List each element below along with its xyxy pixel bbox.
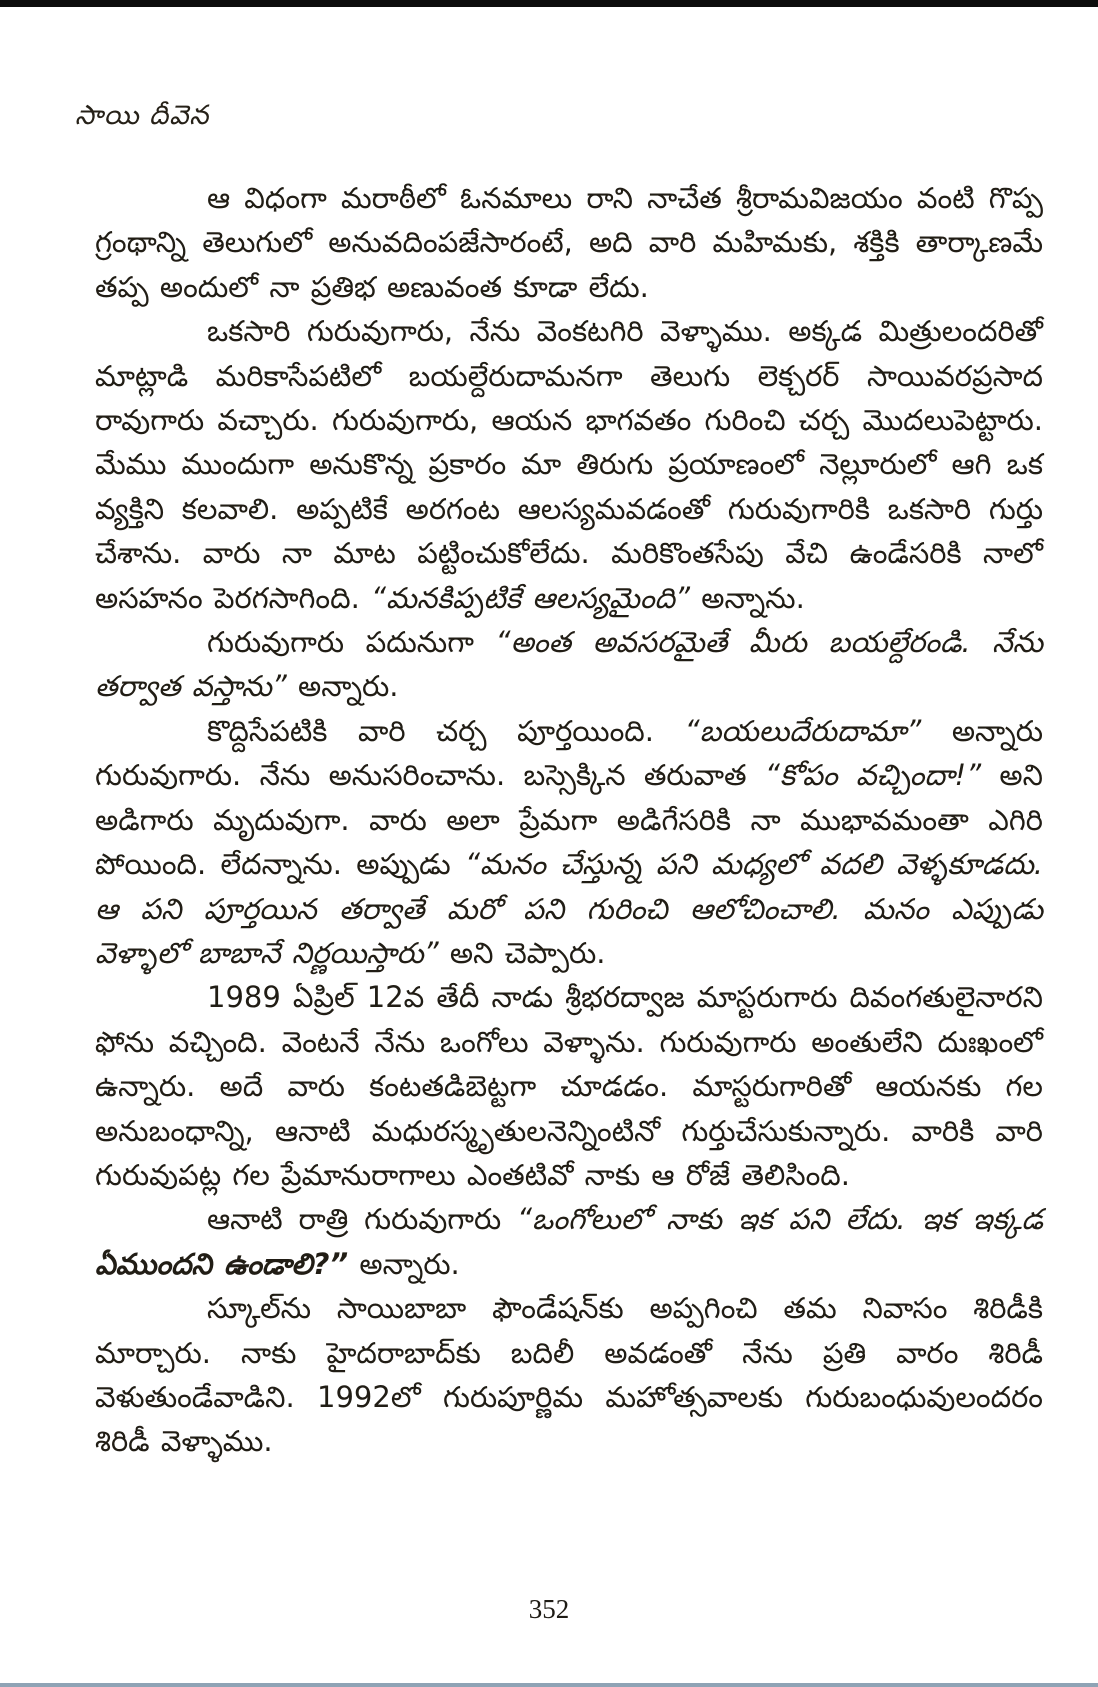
page-number: 352 <box>528 1594 570 1624</box>
text-run: ఆ విధంగా మరాఠీలో ఓనమాలు రాని నాచేత శ్రీరామవిజయం వంటి గొప్ప గ్రంథాన్ని తెలుగులో అనువదింపజేసారంటే, అది వారి మహిమకు, శక్తికి తార్కాణమే తప్ప అందులో నా ప్రతిభ అణువంత కూడా లేదు. <box>95 181 1043 304</box>
paragraph <box>95 620 1043 709</box>
running-header: సాయి దీవెన <box>75 100 210 131</box>
paragraph <box>95 1286 1043 1464</box>
text-run: 1989 ఏప్రిల్ 12వ తేదీ నాడు శ్రీభరద్వాజ మాస్టరుగారు దివంగతులైనారని ఫోను వచ్చింది. వెంటనే నేను ఒంగోలు వెళ్ళాను. గురువుగారు అంతులేని దుఃఖంలో ఉన్నారు. అదే వారు కంటతడిబెట్టగా చూడడం. మాస్టరుగారితో ఆయనకు గల అనుబంధాన్ని, ఆనాటి మధురస్మృతులనెన్నింటినో గుర్తుచేసుకున్నారు. వారికి వారి గురువుపట్ల గల ప్రేమానురాగాలు ఎంతటివో నాకు ఆ రోజే తెలిసింది. <box>95 980 1043 1192</box>
paragraph <box>95 709 1043 975</box>
scan-artifact-bottom <box>0 1683 1098 1687</box>
quoted-speech-run: “ఒంగోలులో నాకు ఇక పని లేదు. ఇక ఇక్కడ <box>517 1202 1043 1237</box>
quoted-speech-run: ఏముందని ఉండాలి?” <box>95 1246 349 1281</box>
text-run: అన్నారు. <box>286 669 399 704</box>
quoted-speech-run: “బయలుదేరుదామా” <box>684 713 922 748</box>
paragraph <box>95 309 1043 620</box>
text-run: కొద్దిసేపటికి వారి చర్చ పూర్తయింది. <box>207 713 685 748</box>
text-run: గురువుగారు పదునుగా <box>207 625 496 660</box>
text-run: అన్నాను. <box>690 580 805 615</box>
quoted-speech-run: “మనకిప్పటికే ఆలస్యమైంది” <box>371 580 691 615</box>
page-body <box>95 176 1043 1464</box>
text-run: అని అడిగారు మృదువుగా. వారు అలా ప్రేమగా అడిగేసరికి నా ముభావమంతా ఎగిరి పోయింది. లేదన్నాను. అప్పుడు <box>95 758 1043 882</box>
text-run: అన్నారు. <box>348 1246 460 1281</box>
paragraph <box>95 176 1043 309</box>
text-run: ఒకసారి గురువుగారు, నేను వెంకటగిరి వెళ్ళాము. అక్కడ మిత్రులందరితో మాట్లాడి మరికాసేపటిలో బయల్దేరుదామనగా తెలుగు లెక్చరర్ సాయివరప్రసాద రావుగారు వచ్చారు. గురువుగారు, ఆయన భాగవతం గురించి చర్చ మొదలుపెట్టారు. మేము ముందుగా అనుకొన్న ప్రకారం మా తిరుగు ప్రయాణంలో నెల్లూరులో ఆగి ఒక వ్యక్తిని కలవాలి. అప్పటికే అరగంట ఆలస్యమవడంతో గురువుగారికి ఒకసారి గుర్తు చేశాను. వారు నా మాట పట్టించుకోలేదు. మరికొంతసేపు వేచి ఉండేసరికి నాలో అసహనం పెరగసాగింది. <box>95 314 1044 615</box>
scan-artifact-top <box>0 0 1098 7</box>
paragraph <box>95 1197 1043 1286</box>
quoted-speech-run: “కోపం వచ్చిందా!” <box>764 758 982 793</box>
text-run: అని చెప్పారు. <box>438 935 606 970</box>
quoted-speech-run: “అంత అవసరమైతే మీరు బయల్దేరండి. నేను తర్వాత వస్తాను” <box>95 625 1043 704</box>
paragraph <box>95 975 1043 1197</box>
quoted-speech-run: “మనం చేస్తున్న పని మధ్యలో వదలి వెళ్ళకూడదు. ఆ పని పూర్తయిన తర్వాతే మరో పని గురించి ఆలోచించాలి. మనం ఎప్పుడు వెళ్ళాలో బాబానే నిర్ణయిస్తారు” <box>95 847 1043 970</box>
text-run: స్కూల్‌ను సాయిబాబా ఫౌండేషన్‌కు అప్పగించి తమ నివాసం శిరిడీకి మార్చారు. నాకు హైదరాబాద్‌కు బదిలీ అవడంతో నేను ప్రతి వారం శిరిడీ వెళుతుండేవాడిని. 1992లో గురుపూర్ణిమ మహోత్సవాలకు గురుబంధువులందరం శిరిడీ వెళ్ళాము. <box>95 1291 1043 1459</box>
text-run: అన్నారు గురువుగారు. నేను అనుసరించాను. బస్సెక్కిన తరువాత <box>95 713 1043 793</box>
text-run: ఆనాటి రాత్రి గురువుగారు <box>207 1202 518 1237</box>
